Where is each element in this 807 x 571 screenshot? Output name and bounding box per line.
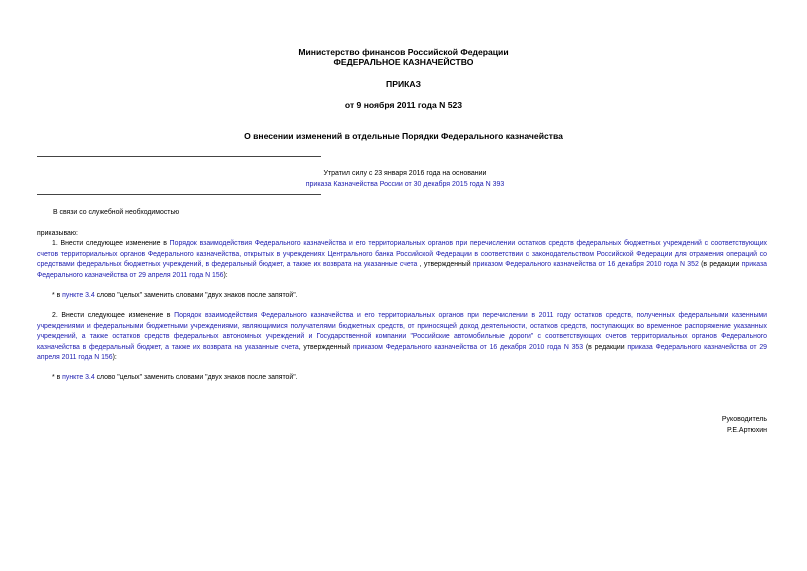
basis-order-link[interactable]: приказа Казначейства России от 30 декабря 2015 года N 393 [305,181,505,188]
lost-force-basis [180,179,630,190]
item-2-subitem: * в пункте 3.4 слово "целых" заменить словами "двух знаков после запятой". [52,374,298,381]
divider-top [37,156,321,157]
document-type: ПРИКАЗ [386,79,421,89]
item-1-subitem: * в пункте 3.4 слово "целых" заменить словами "двух знаков после запятой". [52,292,298,299]
item-2-paragraph: 2. Внести следующее изменение в Порядок взаимодействия Федерального казначейства и его территориальных органов при перечислении в 2011 году остатков средств, полученных федеральными казенными учреждениями и федеральными бюджетными учреждениями, являющимися получателями бюджетных средств, от приносящей доход деятельности, остатков средств, поступающих во временное распоряжение указанных учреждений, а также остатков средств федеральных автономных учреждений и Государственной компании "Российские автомобильные дороги" с соответствующих счетов территориальных органов Федерального казначейства в федеральный бюджет, а также их возврата на указанные счета, утвержденный приказом Федерального казначейства от 16 декабря 2010 года N 353 (в редакции приказа Федерального казначейства от 29 апреля 2011 года N 156): [37,312,768,361]
signatory-name: Р.Е.Артюхин [727,427,767,434]
item-1-procedure-link[interactable]: Порядок взаимодействия Федерального казначейства и его территориальных органов при перечислении остатков средств федеральных бюджетных учреждений с соответствующих счетов территориальных органов Федерального казначейства, открытых в учреждениях Центрального банка Российской Федерации в соответствии с законодательством Российской Федерации для отражения операций со средствами федеральных бюджетных учреждений, в федеральный бюджет, а также их возврата на указанные счета [37,240,767,268]
ministry-name: Министерство финансов Российской Федерации [298,47,509,57]
item-1-paragraph: 1. Внести следующее изменение в Порядок взаимодействия Федерального казначейства и его территориальных органов при перечислении остатков средств федеральных бюджетных учреждений с соответствующих счетов территориальных органов Федерального казначейства, открытых в учреждениях Центрального банка Российской Федерации в соответствии с законодательством Российской Федерации для отражения операций со средствами федеральных бюджетных учреждений, в федеральный бюджет, а также их возврата на указанные счета , утвержденный приказом Федерального казначейства от 16 декабря 2010 года N 352 (в редакции приказа Федерального казначейства от 29 апреля 2011 года N 156): [37,240,767,279]
divider-bottom [37,194,321,195]
item-1-clause-link[interactable]: пункте 3.4 [62,292,95,299]
lost-force-note: Утратил силу с 23 января 2016 года на основании [323,170,487,177]
item-2-approval-order-link[interactable]: приказом Федерального казначейства от 16 декабря 2010 года N 353 [352,343,584,351]
item-2-clause-link[interactable]: пункте 3.4 [62,374,95,381]
item-2-procedure-link[interactable]: Порядок взаимодействия Федерального казначейства и его территориальных органов при перечислении в 2011 году остатков средств, полученных федеральными казенными учреждениями и федеральными бюджетными учреждениями, являющимися получателями бюджетных средств, от приносящей доход деятельности, остатков средств, поступающих во временное распоряжение указанных учреждений, а также остатков средств федеральных автономных учреждений и Государственной компании "Российские автомобильные дороги" с соответствующих счетов территориальных органов Федерального казначейства в федеральный бюджет, а также их возврата на указанные счета [37,312,768,351]
document-date-number: от 9 ноября 2011 года N 523 [344,100,463,110]
item-1-amendment-order-link[interactable]: приказа Федерального казначейства от 29 апреля 2011 года N 156 [37,261,767,279]
document-title: О внесении изменений в отдельные Порядки Федерального казначейства [244,131,563,141]
item-2-amendment-order-link[interactable]: приказа Федерального казначейства от 29 апреля 2011 года N 156 [37,343,768,361]
agency-name: ФЕДЕРАЛЬНОЕ КАЗНАЧЕЙСТВО [333,57,474,67]
signatory-position: Руководитель [721,416,767,423]
item-1-approval-order-link[interactable]: приказом Федерального казначейства от 16 декабря 2010 года N 352 [472,261,699,268]
order-word: приказываю: [37,230,78,237]
preamble: В связи со служебной необходимостью [53,209,180,216]
